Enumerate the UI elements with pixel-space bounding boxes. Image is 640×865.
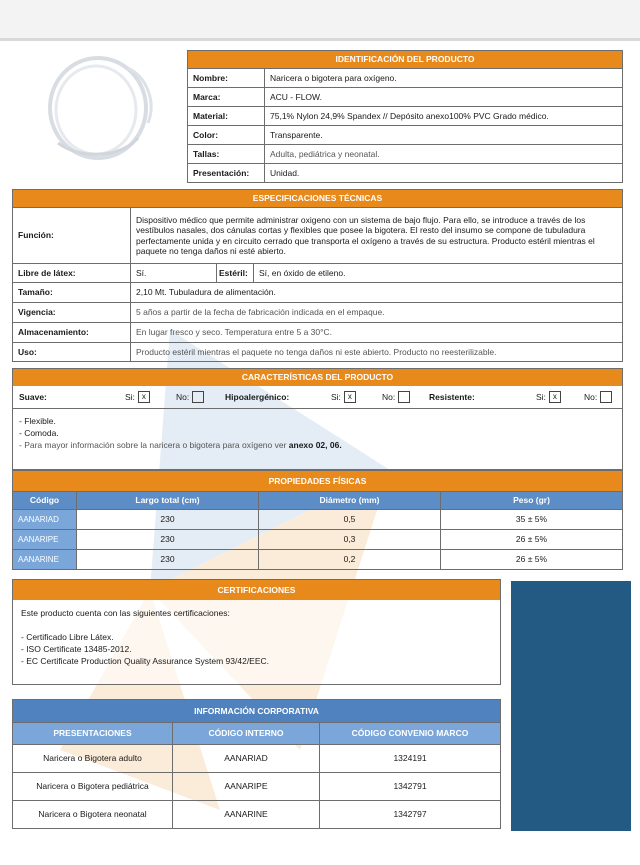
top-band bbox=[0, 0, 640, 41]
hipo-label: Hipoalergénico: bbox=[225, 392, 290, 402]
vigencia-value: 5 años a partir de la fecha de fabricación indicada en el empaque. bbox=[131, 303, 623, 323]
col-header: PRESENTACIONES bbox=[13, 723, 173, 745]
more-info-note: - Para mayor información sobre la naricera o bigotera para oxígeno ver anexo 02, 06. bbox=[19, 440, 342, 450]
diameter-cell: 0,3 bbox=[259, 530, 441, 550]
corporate-header: INFORMACIÓN CORPORATIVA bbox=[13, 700, 501, 723]
corporate-info-table bbox=[12, 699, 501, 829]
length-cell: 230 bbox=[77, 530, 259, 550]
suave-label: Suave: bbox=[19, 392, 47, 402]
cert-item: - ISO Certificate 13485-2012. bbox=[21, 644, 132, 654]
row-value: ACU - FLOW. bbox=[265, 88, 623, 107]
almacenamiento-value: En lugar fresco y seco. Temperatura entre 5 a 30°C. bbox=[131, 323, 623, 343]
resistente-si-checkbox[interactable]: x bbox=[549, 391, 561, 403]
suave-si-checkbox[interactable]: x bbox=[138, 391, 150, 403]
uso-label: Uso: bbox=[13, 343, 131, 362]
table-row bbox=[13, 801, 501, 829]
col-header: Diámetro (mm) bbox=[259, 492, 441, 510]
table-row bbox=[13, 773, 501, 801]
characteristics-notes bbox=[13, 409, 622, 457]
specifications-table bbox=[12, 189, 623, 362]
code-cell: AANARIAD bbox=[13, 510, 77, 530]
esteril-label: Estéril: bbox=[217, 264, 254, 283]
row-value: Transparente. bbox=[265, 126, 623, 145]
row-label: Color: bbox=[188, 126, 265, 145]
diameter-cell: 0,2 bbox=[259, 550, 441, 570]
nasal-cannula-image bbox=[38, 48, 158, 166]
row-label: Nombre: bbox=[188, 69, 265, 88]
hipo-si-checkbox[interactable]: x bbox=[344, 391, 356, 403]
presentation-cell: Naricera o Bigotera neonatal bbox=[13, 801, 173, 829]
bullet-comoda: - Comoda. bbox=[19, 428, 59, 438]
cert-item: - Certificado Libre Látex. bbox=[21, 632, 114, 642]
resistente-no-checkbox[interactable] bbox=[600, 391, 612, 403]
certifications-intro: Este producto cuenta con las siguientes certificaciones: bbox=[21, 608, 230, 618]
almacenamiento-label: Almacenamiento: bbox=[13, 323, 131, 343]
hipo-no-checkbox[interactable] bbox=[398, 391, 410, 403]
suave-no: No: bbox=[176, 391, 204, 403]
length-cell: 230 bbox=[77, 550, 259, 570]
weight-cell: 26 ± 5% bbox=[441, 530, 623, 550]
internal-code-cell: AANARIPE bbox=[173, 773, 320, 801]
col-header: CÓDIGO CONVENIO MARCO bbox=[320, 723, 501, 745]
hipo-si: Si: x bbox=[331, 391, 356, 403]
dark-panel bbox=[511, 581, 631, 831]
presentation-cell: Naricera o Bigotera adulto bbox=[13, 745, 173, 773]
funcion-label: Función: bbox=[13, 208, 131, 264]
row-label: Tallas: bbox=[188, 145, 265, 164]
bullet-flexible: - Flexible. bbox=[19, 416, 56, 426]
latex-label: Libre de látex: bbox=[13, 264, 131, 283]
row-label: Presentación: bbox=[188, 164, 265, 183]
diameter-cell: 0,5 bbox=[259, 510, 441, 530]
characteristics-section bbox=[12, 368, 623, 470]
resistente-si: Si: x bbox=[536, 391, 561, 403]
uso-value: Producto estéril mientras el paquete no tenga daños ni este abierto. Producto no reesterilizable. bbox=[131, 343, 623, 362]
certifications-body bbox=[13, 600, 500, 674]
agreement-code-cell: 1324191 bbox=[320, 745, 501, 773]
col-header: Código bbox=[13, 492, 77, 510]
col-header: CÓDIGO INTERNO bbox=[173, 723, 320, 745]
row-label: Material: bbox=[188, 107, 265, 126]
row-value: 75,1% Nylon 24,9% Spandex // Depósito anexo100% PVC Grado médico. bbox=[265, 107, 623, 126]
agreement-code-cell: 1342791 bbox=[320, 773, 501, 801]
certifications-section bbox=[12, 579, 501, 685]
row-value: Adulta, pediátrica y neonatal. bbox=[265, 145, 623, 164]
hipo-no: No: bbox=[382, 391, 410, 403]
length-cell: 230 bbox=[77, 510, 259, 530]
specifications-header: ESPECIFICACIONES TÉCNICAS bbox=[13, 190, 623, 208]
tamano-value: 2,10 Mt. Tubuladura de alimentación. bbox=[131, 283, 623, 303]
suave-no-checkbox[interactable] bbox=[192, 391, 204, 403]
identification-table bbox=[187, 50, 623, 183]
latex-value: Sí. bbox=[131, 264, 217, 283]
weight-cell: 35 ± 5% bbox=[441, 510, 623, 530]
tamano-label: Tamaño: bbox=[13, 283, 131, 303]
esteril-value: Sí, en óxido de etileno. bbox=[254, 264, 623, 283]
funcion-value: Dispositivo médico que permite administrar oxigeno con un sistema de bajo flujo. Para ello, se introduce a través de los vestíbulos nasales, dos cánulas cortas y flexibles que posee la bigotera. El resto del insumo se compone de tubuladura perfectamente unida y en circuito cerrado que transporta el oxígeno a través de su estructura. Producto estéril mientras el paquete no tenga daños ni esté abierto. bbox=[131, 208, 623, 264]
row-value: Unidad. bbox=[265, 164, 623, 183]
table-row bbox=[13, 530, 623, 550]
internal-code-cell: AANARINE bbox=[173, 801, 320, 829]
code-cell: AANARIPE bbox=[13, 530, 77, 550]
vigencia-label: Vigencia: bbox=[13, 303, 131, 323]
code-cell: AANARINE bbox=[13, 550, 77, 570]
physical-properties-table bbox=[12, 470, 623, 570]
internal-code-cell: AANARIAD bbox=[173, 745, 320, 773]
resistente-no: No: bbox=[584, 391, 612, 403]
physical-properties-header: PROPIEDADES FÍSICAS bbox=[13, 471, 623, 492]
row-label: Marca: bbox=[188, 88, 265, 107]
table-row bbox=[13, 550, 623, 570]
table-row bbox=[13, 510, 623, 530]
col-header: Peso (gr) bbox=[441, 492, 623, 510]
certifications-header: CERTIFICACIONES bbox=[13, 580, 500, 600]
characteristics-header: CARACTERÍSTICAS DEL PRODUCTO bbox=[13, 369, 622, 386]
identification-header: IDENTIFICACIÓN DEL PRODUCTO bbox=[188, 51, 623, 69]
characteristics-row bbox=[13, 386, 622, 409]
col-header: Largo total (cm) bbox=[77, 492, 259, 510]
resistente-label: Resistente: bbox=[429, 392, 475, 402]
presentation-cell: Naricera o Bigotera pediátrica bbox=[13, 773, 173, 801]
suave-si: Si: x bbox=[125, 391, 150, 403]
agreement-code-cell: 1342797 bbox=[320, 801, 501, 829]
row-value: Naricera o bigotera para oxígeno. bbox=[265, 69, 623, 88]
table-row bbox=[13, 745, 501, 773]
weight-cell: 26 ± 5% bbox=[441, 550, 623, 570]
cert-item: - EC Certificate Production Quality Assurance System 93/42/EEC. bbox=[21, 656, 270, 666]
